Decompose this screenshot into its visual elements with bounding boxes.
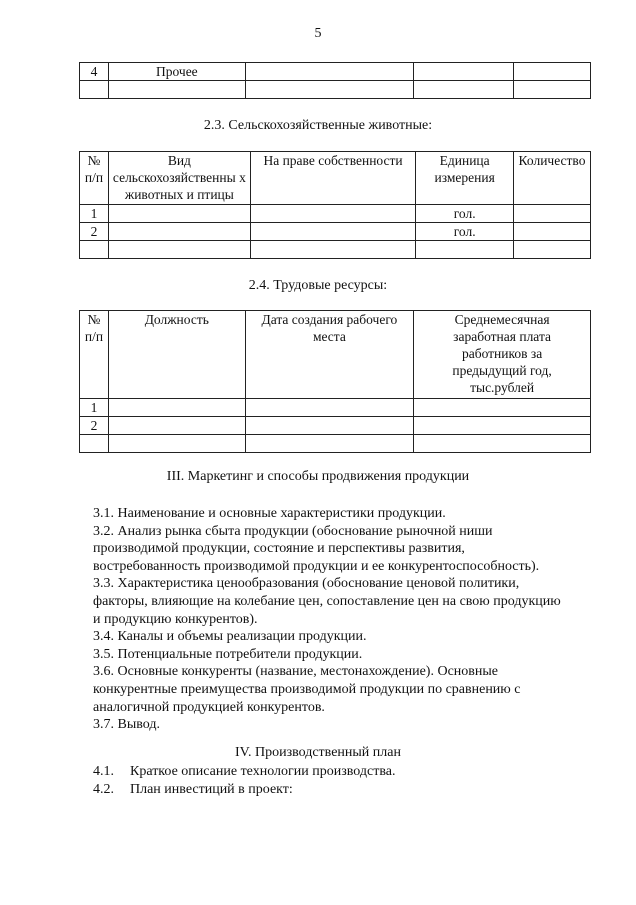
- table-row: [80, 417, 591, 435]
- table-row: [80, 205, 591, 223]
- table-cell: [250, 223, 415, 241]
- header-cell: Дата создания рабочего места: [245, 311, 414, 399]
- paragraph-3-4: 3.4. Каналы и объемы реализации продукции.: [93, 629, 367, 645]
- table-row: [80, 241, 591, 259]
- table-cell: [245, 63, 414, 81]
- table-cell: 4: [80, 63, 109, 81]
- section-3-body: [93, 505, 563, 734]
- table-cell: [108, 223, 250, 241]
- section-2-4-title: 2.4. Трудовые ресурсы:: [248, 278, 388, 293]
- header-cell: Единица измерения: [416, 152, 514, 205]
- table-cell: [514, 241, 591, 259]
- paragraph-3-3: 3.3. Характеристика ценообразования (обоснование ценовой политики, факторы, влияющие на колебание цен, сопоставление цен на свою продукцию и продукцию конкурентов).: [93, 576, 561, 627]
- list-item-text: План инвестиций в проект:: [130, 781, 293, 797]
- table-cell: [245, 435, 414, 453]
- header-cell: № п/п: [80, 152, 109, 205]
- table-cell: [514, 63, 591, 81]
- list-item-number: 4.1.: [93, 764, 114, 779]
- table-cell: [514, 205, 591, 223]
- paragraph-3-6: 3.6. Основные конкуренты (название, местонахождение). Основные конкурентные преимущества производимой продукции по сравнению с аналогичной продукцией конкурентов.: [93, 664, 521, 715]
- list-item-number: 4.2.: [93, 781, 114, 797]
- table-cell: [414, 435, 591, 453]
- table-header-row: [80, 152, 591, 205]
- table-row: [80, 81, 591, 99]
- table-cell: 1: [80, 205, 109, 223]
- table-cell: Прочее: [108, 63, 245, 81]
- table-cell: [250, 241, 415, 259]
- paragraph-3-7: 3.7. Вывод.: [93, 717, 160, 733]
- table-cell: [108, 81, 245, 99]
- list-item: [93, 781, 395, 799]
- table-cell: [80, 435, 109, 453]
- table-cell: 1: [80, 399, 109, 417]
- table-row: [80, 63, 591, 81]
- table-cell: [108, 435, 245, 453]
- table-cell: 2: [80, 223, 109, 241]
- table-cell: [514, 223, 591, 241]
- table-row: [80, 223, 591, 241]
- table-top: [79, 62, 591, 99]
- table-cell: [108, 205, 250, 223]
- list-item: [93, 763, 395, 781]
- table-header-row: [80, 311, 591, 399]
- section-3-title: III. Маркетинг и способы продвижения продукции: [166, 469, 470, 484]
- header-cell: Вид сельскохозяйственны х животных и птицы: [108, 152, 250, 205]
- table-row: [80, 435, 591, 453]
- table-cell: 2: [80, 417, 109, 435]
- table-cell: [80, 241, 109, 259]
- paragraph-3-2: 3.2. Анализ рынка сбыта продукции (обоснование рыночной ниши производимой продукции, состояние и перспективы развития, востребованность производимой продукции и ее конкурентоспособность).: [93, 523, 540, 574]
- section-4-title: IV. Производственный план: [235, 745, 401, 760]
- list-item-text: Краткое описание технологии производства.: [130, 764, 396, 779]
- table-cell: [414, 399, 591, 417]
- table-cell: гол.: [416, 205, 514, 223]
- paragraph-3-5: 3.5. Потенциальные потребители продукции.: [93, 646, 363, 662]
- section-2-3-title: 2.3. Сельскохозяйственные животные:: [203, 118, 433, 133]
- table-cell: гол.: [416, 223, 514, 241]
- header-cell: На праве собственности: [250, 152, 415, 205]
- table-cell: [250, 205, 415, 223]
- table-cell: [245, 417, 414, 435]
- section-4-list: [93, 763, 395, 798]
- table-cell: [414, 81, 514, 99]
- header-cell: Должность: [108, 311, 245, 399]
- table-cell: [416, 241, 514, 259]
- table-cell: [414, 417, 591, 435]
- table-cell: [80, 81, 109, 99]
- table-cell: [514, 81, 591, 99]
- table-cell: [414, 63, 514, 81]
- table-cell: [108, 417, 245, 435]
- table-cell: [108, 241, 250, 259]
- table-cell: [245, 81, 414, 99]
- table-cell: [108, 399, 245, 417]
- header-cell: № п/п: [80, 311, 109, 399]
- page-number: 5: [314, 26, 322, 41]
- table-row: [80, 399, 591, 417]
- table-cell: [245, 399, 414, 417]
- table-animals: [79, 151, 591, 259]
- paragraph-3-1: 3.1. Наименование и основные характеристики продукции.: [93, 506, 446, 521]
- header-cell: Среднемесячная заработная плата работников за предыдущий год, тыс.рублей: [414, 311, 591, 399]
- table-labor: [79, 310, 591, 453]
- header-cell: Количество: [514, 152, 591, 205]
